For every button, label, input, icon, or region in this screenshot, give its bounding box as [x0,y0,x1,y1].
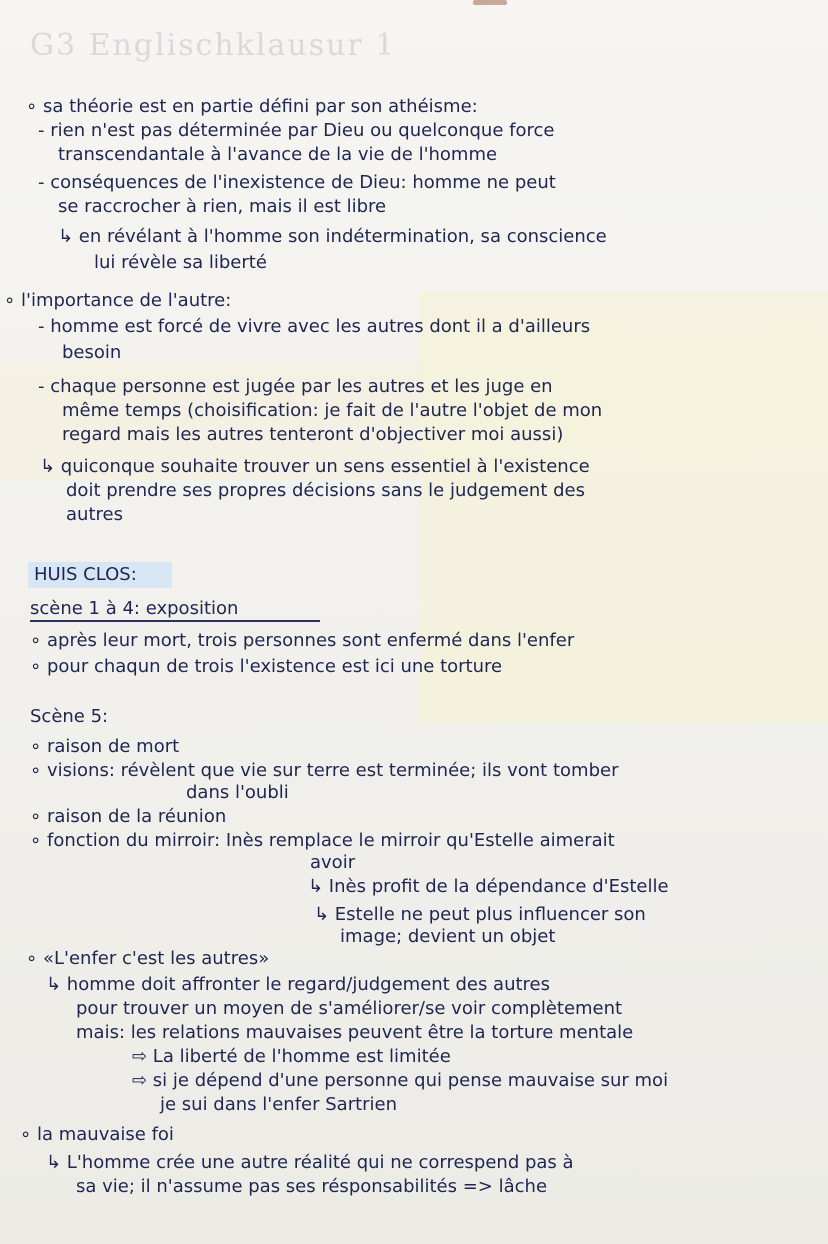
note-line: je sui dans l'enfer Sartrien [160,1094,398,1115]
note-line: ↳ en révélant à l'homme son indétermination, sa conscience [58,226,607,247]
note-line: - homme est forcé de vivre avec les autres dont il a d'ailleurs [38,316,591,337]
section-heading: HUIS CLOS: [34,564,137,585]
note-line: ↳ L'homme crée une autre réalité qui ne correspend pas à [46,1152,574,1173]
scene-title: scène 1 à 4: exposition [30,598,239,619]
note-line: avoir [310,852,356,873]
note-line: doit prendre ses propres décisions sans le judgement des [66,480,585,501]
note-line: ∘ raison de mort [30,736,180,757]
note-line: transcendantale à l'avance de la vie de l'homme [58,144,498,165]
note-line: ↳ quiconque souhaite trouver un sens essentiel à l'existence [40,456,590,477]
note-line: ∘ «L'enfer c'est les autres» [26,948,270,969]
note-line: ∘ raison de la réunion [30,806,227,827]
note-line: - chaque personne est jugée par les autres et les juge en [38,376,553,397]
note-line: même temps (choisification: je fait de l'autre l'objet de mon [62,400,603,421]
note-line: - conséquences de l'inexistence de Dieu: homme ne peut [38,172,556,193]
note-line: besoin [62,342,122,363]
note-line: se raccrocher à rien, mais il est libre [58,196,387,217]
note-line: regard mais les autres tenteront d'objectiver moi aussi) [62,424,564,445]
note-line: - rien n'est pas déterminée par Dieu ou quelconque force [38,120,555,141]
note-line: sa vie; il n'assume pas ses résponsabilités => lâche [76,1176,548,1197]
note-line: ∘ fonction du mirroir: Inès remplace le mirroir qu'Estelle aimerait [30,830,615,851]
note-line: ∘ après leur mort, trois personnes sont enfermé dans l'enfer [30,630,575,651]
bleed-through-heading: G3 Englischklausur 1 [30,28,397,63]
heading-underline [30,620,320,622]
note-line: autres [66,504,123,525]
note-line: ∘ sa théorie est en partie défini par son athéisme: [26,96,478,117]
note-line: dans l'oubli [186,782,289,803]
note-line: ↳ Estelle ne peut plus influencer son [314,904,646,925]
note-line: ⇨ si je dépend d'une personne qui pense mauvaise sur moi [132,1070,669,1091]
note-line: pour trouver un moyen de s'améliorer/se voir complètement [76,998,623,1019]
scene-title: Scène 5: [30,706,109,727]
tape-strip [473,0,507,5]
note-line: image; devient un objet [340,926,556,947]
note-line: mais: les relations mauvaises peuvent être la torture mentale [76,1022,634,1043]
note-line: ∘ visions: révèlent que vie sur terre est terminée; ils vont tomber [30,760,619,781]
note-line: ∘ la mauvaise foi [20,1124,174,1145]
note-line: lui révèle sa liberté [94,252,267,273]
note-line: ∘ l'importance de l'autre: [4,290,232,311]
note-line: ↳ homme doit affronter le regard/judgement des autres [46,974,551,995]
note-line: ∘ pour chaqun de trois l'existence est ici une torture [30,656,503,677]
note-line: ↳ Inès profit de la dépendance d'Estelle [308,876,669,897]
note-line: ⇨ La liberté de l'homme est limitée [132,1046,451,1067]
